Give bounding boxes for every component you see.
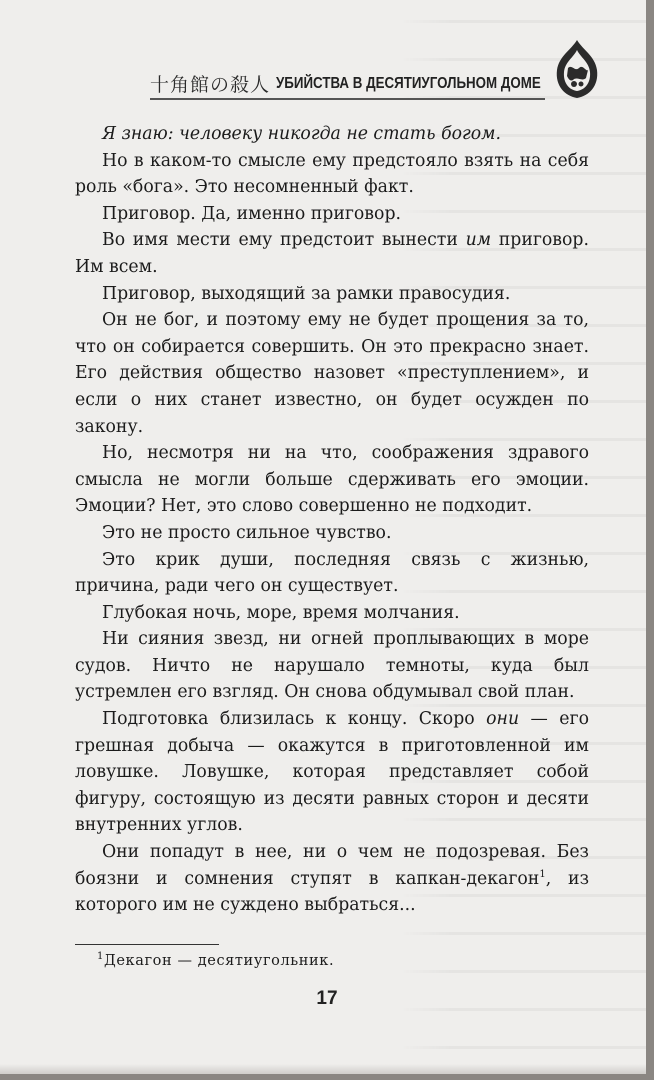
text-run: — его грешная добыча — окажутся в приготовленной им ловушке. Ловушке, которая представляет собой фигуру, состоящую из десяти равных сторон и десяти внутренних углов. [75,709,589,836]
paragraph: Приговор, выходящий за рамки правосудия. [102,283,511,304]
header-title-japanese: 十角館の殺人 [150,74,271,96]
text-run: Они попадут в нее, ни о чем не подозревая. Без боязни и сомнения ступят в капкан-декагон [75,842,589,889]
footnote [97,953,334,969]
paragraph: Он не бог, и поэтому ему не будет прощения за то, что он собирается совершить. Он это прекрасно знает. Его действия общество назовет «преступлением», и если о них станет известно, он будет осужден по закону. [75,310,589,437]
main-text [75,121,589,919]
paragraph: Глубокая ночь, море, время молчания. [102,602,460,623]
paragraph: Это не просто сильное чувство. [102,522,392,543]
emphasis: им [465,230,492,251]
text-run: , из которого им не суждено выбраться... [75,868,589,916]
footnote-rule [75,944,219,945]
text-run: приговор. Им всем. [75,230,589,277]
paragraph: Ни сияния звезд, ни огней проплывающих в море судов. Ничто не нарушало темноты, куда был устремлен его взгляд. Он снова обдумывал свой план. [75,629,589,703]
footnote-marker: 1 [97,951,104,963]
footnote-text: Декагон — десятиугольник. [103,953,335,969]
paragraph [75,227,589,280]
emphasis: они [486,709,520,730]
footnote-reference[interactable]: 1 [539,868,546,880]
text-run: Подготовка близилась к концу. Скоро [102,709,487,730]
paragraph [75,706,589,839]
paragraph: Это крик души, последняя связь с жизнью, причина, ради чего он существует. [75,549,589,597]
paragraph: Но, несмотря ни на что, соображения здравого смысла не могли больше сдерживать его эмоции. Эмоции? Нет, это слово совершенно не подходит. [75,443,589,517]
paragraph: Но в каком-то смысле ему предстояло взять на себя роль «бога». Это несомненный факт. [75,150,589,198]
flame-emblem-icon [553,38,601,100]
paragraph: Приговор. Да, именно приговор. [102,203,401,224]
running-header [150,70,584,97]
page-number: 17 [316,988,338,1009]
text-run: Во имя мести ему предстоит вынести [102,230,466,251]
paragraph [75,839,589,919]
header-title-russian: УБИЙСТВА В ДЕСЯТИУГОЛЬНОМ ДОМЕ [276,74,541,92]
header-rule [150,98,545,100]
paragraph: Я знаю: человеку никогда не стать богом. [102,124,501,144]
